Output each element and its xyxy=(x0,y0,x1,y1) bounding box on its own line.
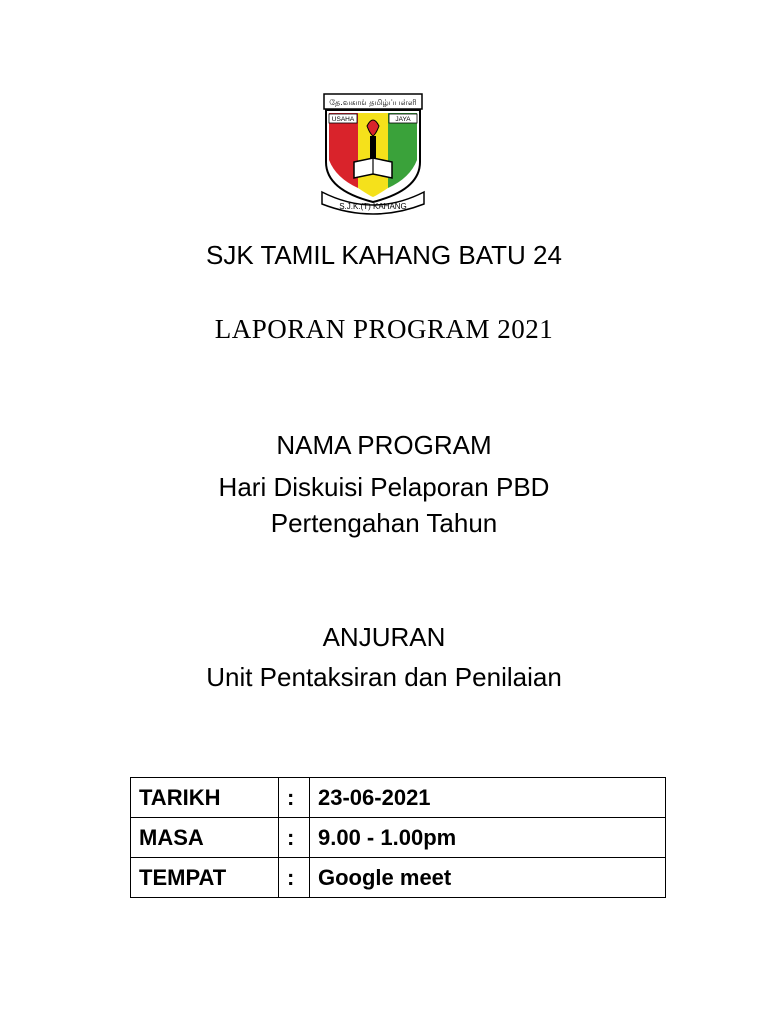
details-table xyxy=(130,777,666,898)
organizer-label: ANJURAN xyxy=(322,622,446,652)
detail-label: TARIKH xyxy=(131,778,279,818)
detail-separator: : xyxy=(279,778,310,818)
detail-label: TEMPAT xyxy=(131,858,279,898)
detail-label: MASA xyxy=(131,818,279,858)
torch-handle-icon xyxy=(370,136,376,160)
program-label: NAMA PROGRAM xyxy=(276,430,492,460)
crest-right-banner-text: JAYA xyxy=(395,116,411,123)
organizer-name: Unit Pentaksiran dan Penilaian xyxy=(206,662,562,692)
report-title: LAPORAN PROGRAM 2021 xyxy=(214,314,554,344)
crest-left-banner-text: USAHA xyxy=(331,116,355,123)
crest-bottom-text: S.J.K.(T) KAHANG xyxy=(339,202,407,211)
table-row xyxy=(131,818,666,858)
table-row xyxy=(131,778,666,818)
detail-value: 23-06-2021 xyxy=(310,778,666,818)
detail-value: 9.00 - 1.00pm xyxy=(310,818,666,858)
school-name: SJK TAMIL KAHANG BATU 24 xyxy=(206,240,562,270)
program-name-line1: Hari Diskuisi Pelaporan PBD xyxy=(218,472,550,502)
detail-separator: : xyxy=(279,858,310,898)
school-crest-logo xyxy=(316,92,430,216)
detail-separator: : xyxy=(279,818,310,858)
crest-top-text: தே.வகாங் தமிழ்ப்பள்ளி xyxy=(329,98,417,107)
program-name-line2: Pertengahan Tahun xyxy=(270,508,498,538)
table-row xyxy=(131,858,666,898)
detail-value: Google meet xyxy=(310,858,666,898)
